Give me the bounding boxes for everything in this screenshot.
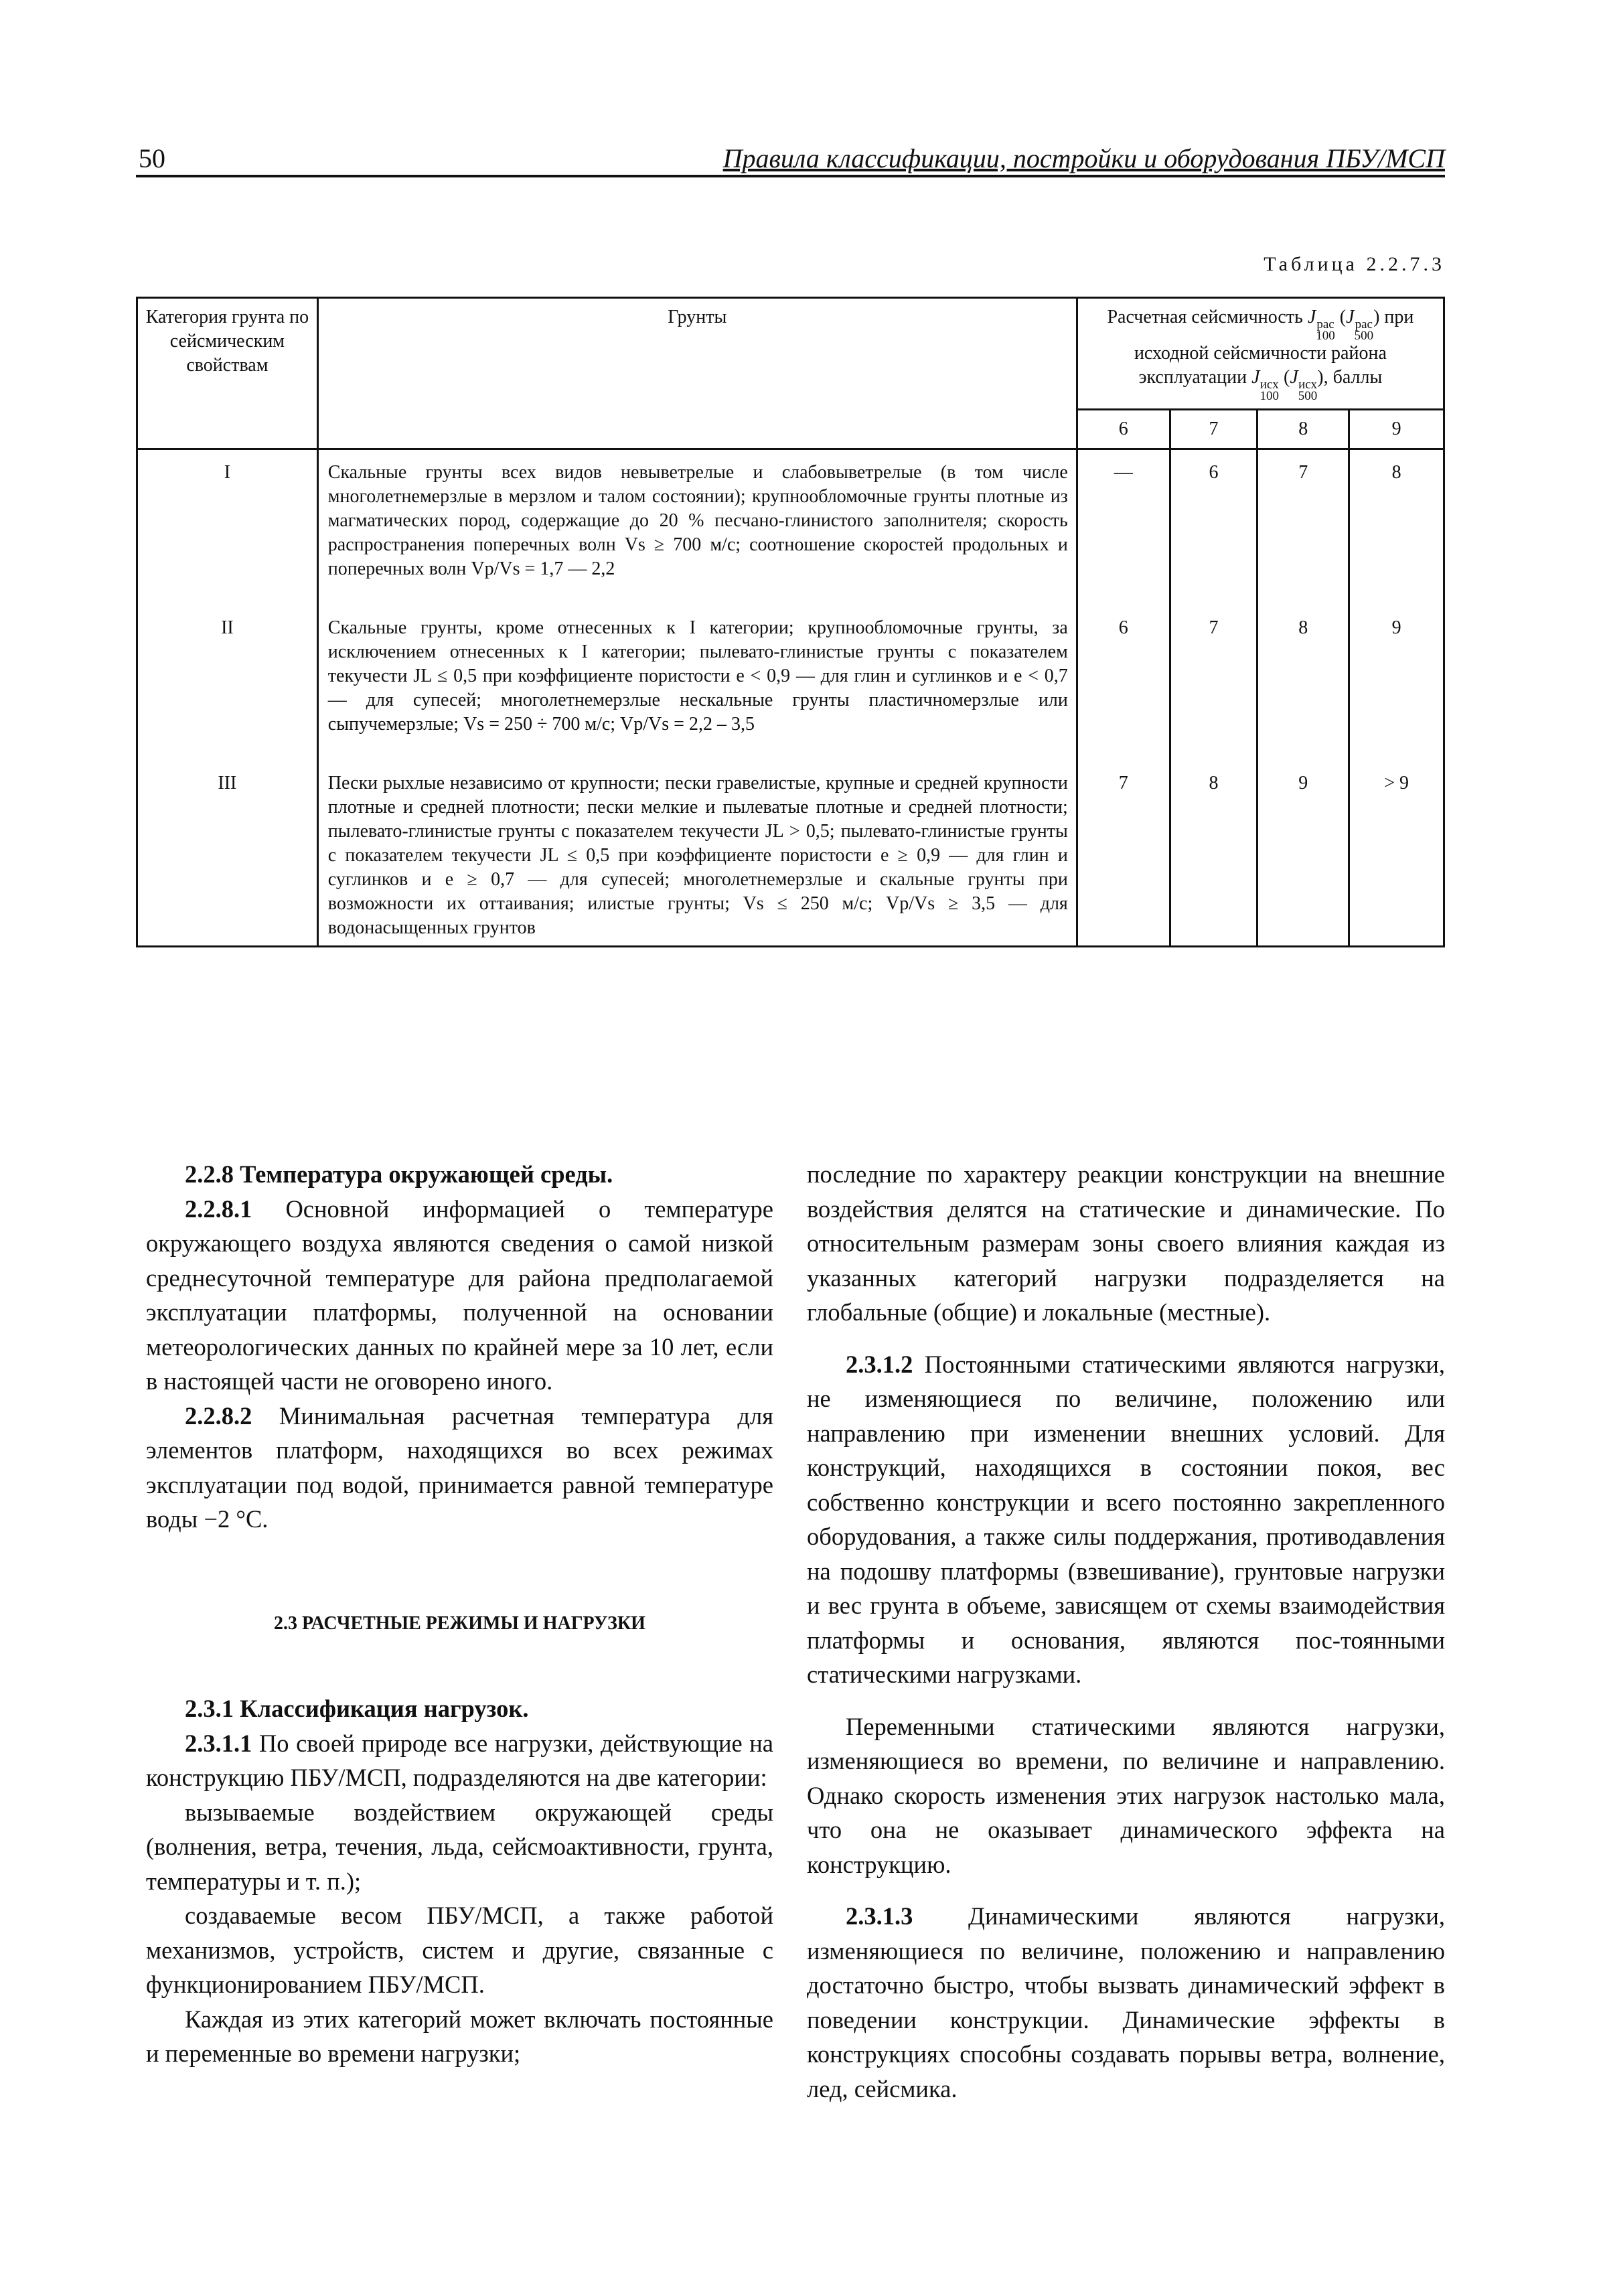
soils-cell: Пески рыхлые независимо от крупности; пески гравелистые, крупные и средней крупности плотные и средней плотности; пески мелкие и пылеватые плотные и средней плотности; пылевато-глинистые грунты с показателем текучести JL > 0,5; пылевато-глинистые грунты с показателем текучести JL ≤ 0,5 при коэффициенте пористости e ≥ 0,9 — для глин и суглинков и e ≥ 0,7 — для супесей; многолетнемерзлые и скальные грунты при возможности их оттаивания; илистые грунты; Vs ≤ 250 м/с; Vp/Vs ≥ 3,5 — для водонасыщенных грунтов: [317, 761, 1077, 947]
value-cell: 9: [1257, 761, 1349, 947]
header-text: , баллы: [1323, 367, 1383, 388]
table-title: Таблица 2.2.7.3: [1264, 253, 1445, 275]
paragraph-each-category: Каждая из этих категорий может включать постоянные и переменные во времени нагрузки;: [146, 2005, 773, 2067]
paragraph-2-2-8-1: 2.2.8.1 Основной информацией о температуре окружающего воздуха являются сведения о самой низкой среднесуточной температуре для района предполагаемой эксплуатации платформы, полученной на основании метеорологических данных по крайней мере за 10 лет, если в настоящей части не оговорено иного.: [146, 1195, 773, 1395]
value-cell: 8: [1349, 449, 1444, 606]
header-seismicity: Расчетная сейсмичность J рас 100 (J рас 500 ) при исходной сейсмичности района эксплуатации J исх 100 (J исх 500 ), баллы: [1077, 298, 1444, 410]
symbol: J: [1307, 307, 1316, 327]
soil-seismic-table: [136, 297, 1445, 947]
paragraph-continued: последние по характеру реакции конструкции на внешние воздействия делятся на статические и динамические. По относительным размерам зоны своего влияния каждая из указанных категорий нагрузки подразделяется на глобальные (общие) и локальные (местные).: [807, 1160, 1445, 1326]
value-cell: 7: [1170, 605, 1257, 761]
running-title: Правила классификации, постройки и оборудования ПБУ/МСП: [722, 143, 1445, 173]
symbol: J: [1290, 367, 1298, 388]
level-6: 6: [1077, 410, 1170, 449]
heading-2-3-1: 2.3.1 Классификация нагрузок.: [185, 1695, 529, 1722]
value-cell: 6: [1170, 449, 1257, 606]
paragraph-2-3-1-3: 2.3.1.3 Динамическими являются нагрузки, изменяющиеся по величине, положению и направлению достаточно быстро, чтобы вызвать динамический эффект в поведении конструкции. Динамические эффекты в конструкциях способны создавать порывы ветра, волнение, лед, сейсмика.: [807, 1902, 1445, 2102]
level-7: 7: [1170, 410, 1257, 449]
category-cell: I: [137, 449, 318, 606]
header-category: Категория грунта по сейсмическим свойствам: [137, 298, 318, 449]
value-cell: 6: [1077, 605, 1170, 761]
table-row: [137, 449, 1444, 606]
table-row: [137, 761, 1444, 947]
header-soils: Грунты: [317, 298, 1077, 449]
index: рас 500: [1354, 317, 1374, 343]
paragraph-variable-static: Переменными статическими являются нагрузки, изменяющиеся во времени, по величине и направлению. Однако скорость изменения этих нагрузок настолько мала, что она не оказывает динамического эффекта на конструкцию.: [807, 1712, 1445, 1878]
page-header: [136, 137, 1445, 177]
level-8: 8: [1257, 410, 1349, 449]
value-cell: 7: [1257, 449, 1349, 606]
index: исх 100: [1259, 378, 1280, 403]
section-heading-2-3: 2.3 РАСЧЕТНЫЕ РЕЖИМЫ И НАГРУЗКИ: [274, 1612, 645, 1634]
header-text: при исходной сейсмичности района эксплуатации: [1134, 307, 1414, 388]
value-cell: 7: [1077, 761, 1170, 947]
value-cell: > 9: [1349, 761, 1444, 947]
value-cell: —: [1077, 449, 1170, 606]
soils-cell: Скальные грунты всех видов невыветрелые и слабовыветрелые (в том числе многолетнемерзлые в мерзлом и талом состоянии); крупнообломочные грунты плотные из магматических пород, содержащие до 20 % песчано-глинистого заполнителя; скорость распространения поперечных волн Vs ≥ 700 м/с; соотношение скоростей продольных и поперечных волн Vp/Vs = 1,7 — 2,2: [317, 449, 1077, 606]
soils-cell: Скальные грунты, кроме отнесенных к I категории; крупнообломочные грунты, за исключением отнесенных к I категории; пылевато-глинистые грунты с показателем текучести JL ≤ 0,5 при коэффициенте пористости e < 0,9 — для глин и суглинков и e < 0,7 — для супесей; многолетнемерзлые нескальные грунты пластичномерзлые или сыпучемерзлые; Vs = 250 ÷ 700 м/с; Vp/Vs = 2,2 – 3,5: [317, 605, 1077, 761]
heading-2-2-8: 2.2.8 Температура окружающей среды.: [185, 1160, 613, 1188]
paragraph-2-3-1-1: 2.3.1.1 По своей природе все нагрузки, действующие на конструкцию ПБУ/МСП, подразделяются на две категории:: [146, 1729, 773, 1791]
right-column: [807, 1157, 1445, 2106]
paragraph-weight: создаваемые весом ПБУ/МСП, а также работой механизмов, устройств, систем и другие, связанные с функционированием ПБУ/МСП.: [146, 1902, 773, 1998]
left-column: [146, 1157, 773, 2071]
value-cell: 8: [1170, 761, 1257, 947]
index: исх 500: [1298, 378, 1318, 403]
category-cell: III: [137, 761, 318, 947]
header-text: Расчетная сейсмичность: [1107, 307, 1308, 327]
value-cell: 8: [1257, 605, 1349, 761]
table-row: [137, 605, 1444, 761]
symbol: J: [1251, 367, 1260, 388]
value-cell: 9: [1349, 605, 1444, 761]
page-number: 50: [139, 143, 165, 173]
paragraph-2-3-1-2: 2.3.1.2 Постоянными статическими являются нагрузки, не изменяющиеся по величине, положению или направлению при изменении внешних условий. Для конструкций, находящихся в состоянии покоя, вес собственно конструкции и всего постоянно закрепленного оборудования, а также силы поддержания, противодавления на подошву платформы (взвешивание), грунтовые нагрузки и вес грунта в объеме, зависящем от схемы взаимодействия платформы и основания, являются пос-тоянными статическими нагрузками.: [807, 1350, 1445, 1688]
level-9: 9: [1349, 410, 1444, 449]
symbol: J: [1346, 307, 1355, 327]
paragraph-environment: вызываемые воздействием окружающей среды (волнения, ветра, течения, льда, сейсмоактивности, грунта, температуры и т. п.);: [146, 1798, 773, 1895]
index: рас 100: [1316, 317, 1335, 343]
category-cell: II: [137, 605, 318, 761]
paragraph-2-2-8-2: 2.2.8.2 Минимальная расчетная температура для элементов платформ, находящихся во всех режимах эксплуатации под водой, принимается равной температуре воды −2 °С.: [146, 1401, 773, 1533]
